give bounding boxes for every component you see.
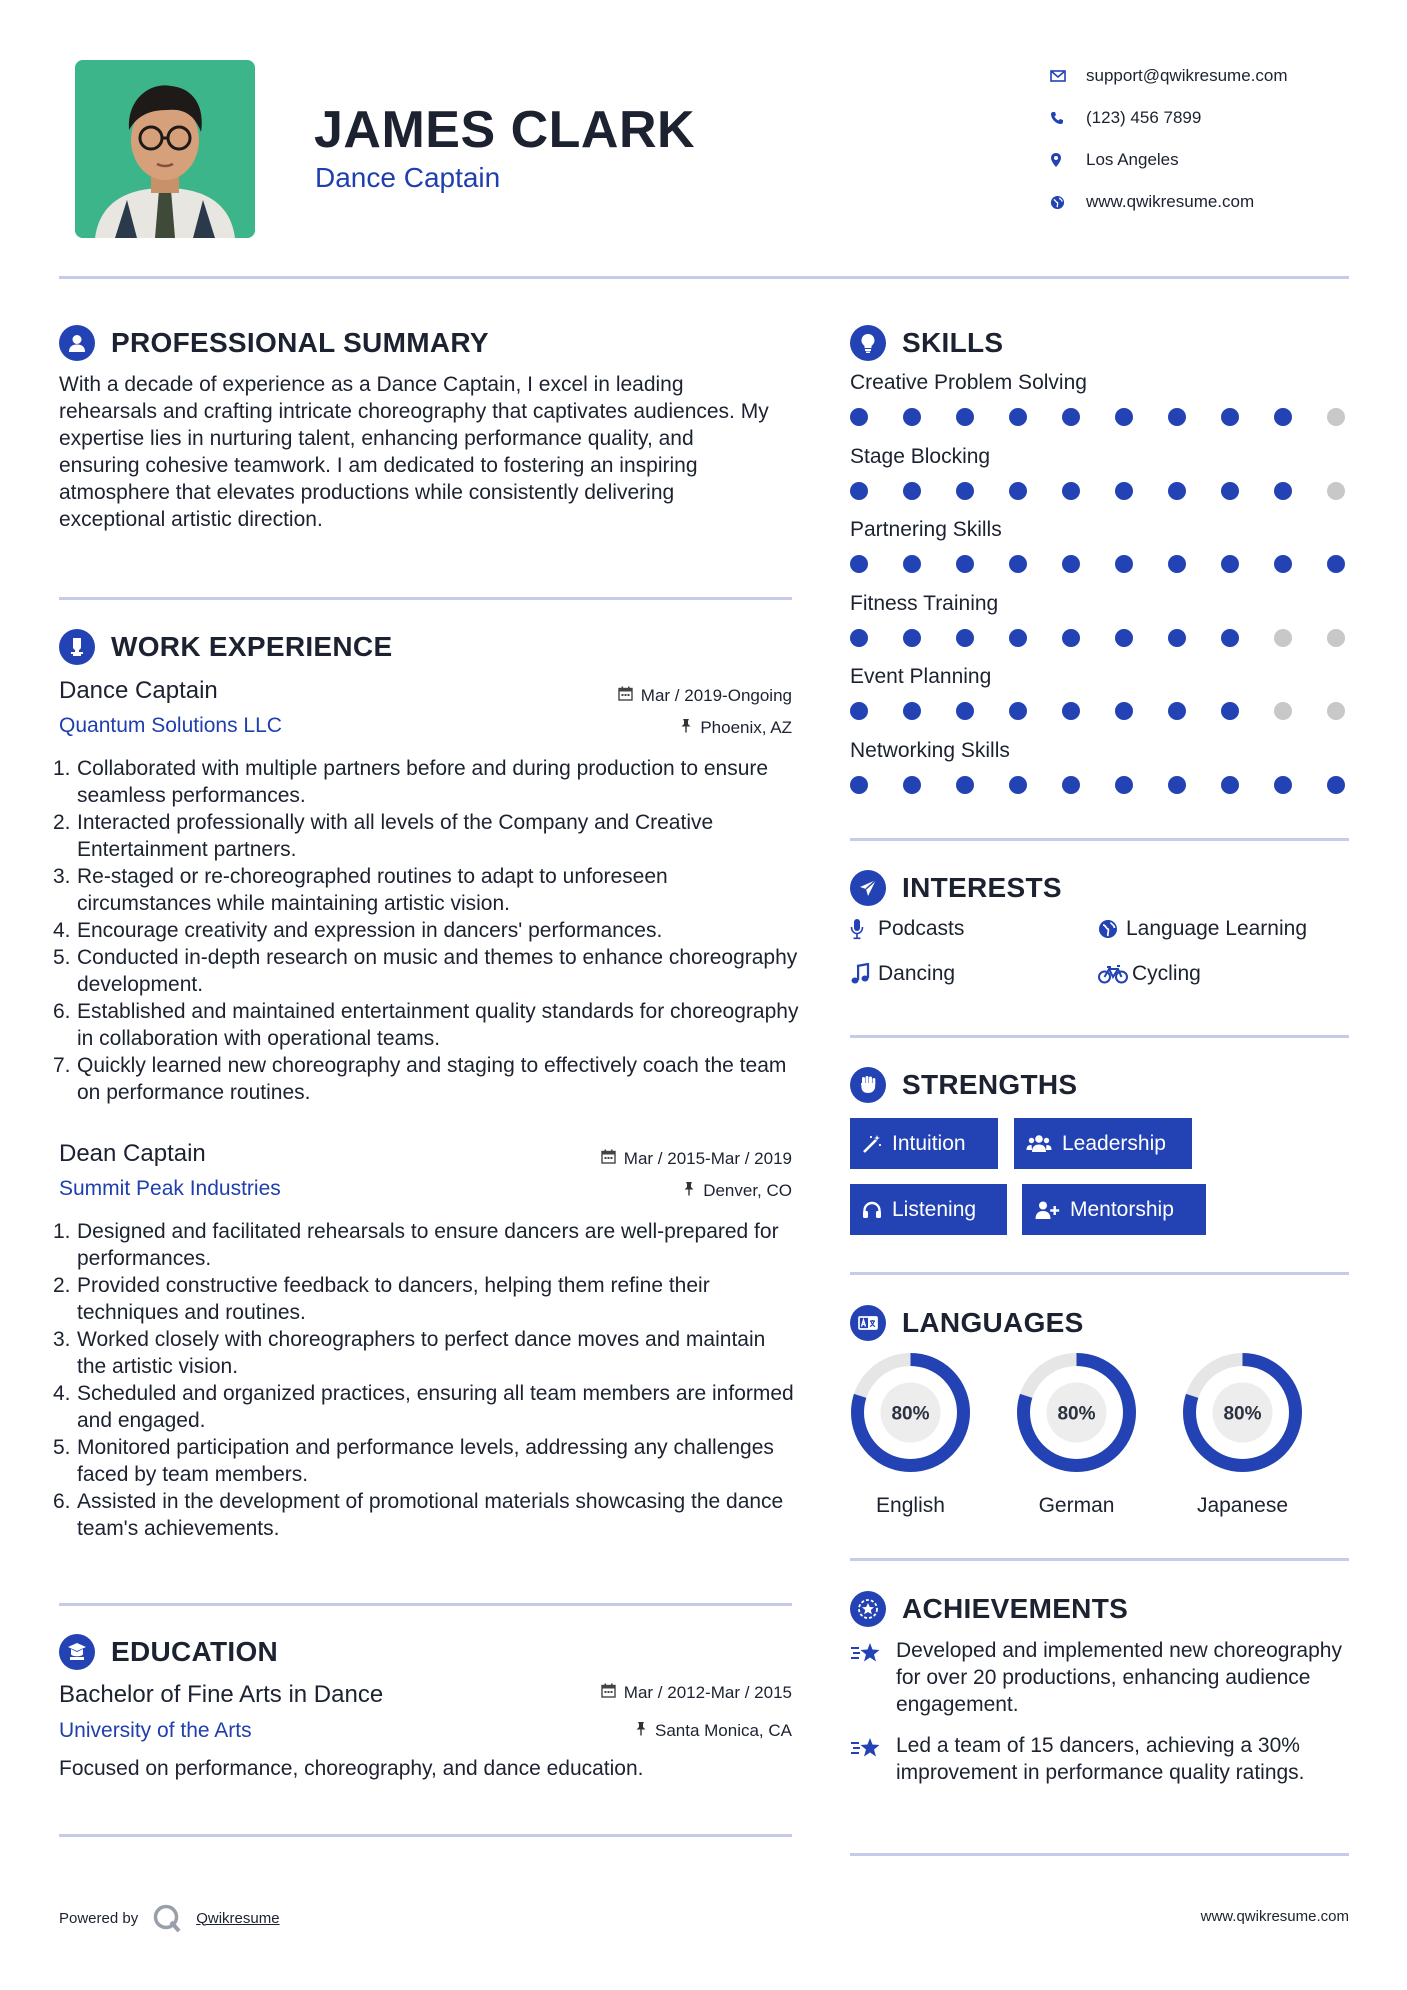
rating-dot-filled bbox=[1168, 482, 1186, 500]
strength-chip-intuition bbox=[850, 1118, 998, 1169]
rating-dot-filled bbox=[903, 629, 921, 647]
interest-item bbox=[850, 962, 955, 986]
rating-dot-filled bbox=[1062, 629, 1080, 647]
rating-dot-filled bbox=[1009, 555, 1027, 573]
rating-dot-filled bbox=[956, 776, 974, 794]
rating-dot-filled bbox=[850, 555, 868, 573]
footer-powered bbox=[59, 1903, 280, 1933]
rating-dot-filled bbox=[1274, 482, 1292, 500]
graduation-icon bbox=[59, 1634, 95, 1670]
powered-by-text: Powered by bbox=[59, 1909, 139, 1927]
map-pin-icon bbox=[1050, 152, 1086, 168]
rating-dot-filled bbox=[1115, 555, 1133, 573]
achievements-divider bbox=[850, 1853, 1349, 1856]
shooting-star-icon bbox=[850, 1637, 896, 1718]
job-2-duties bbox=[53, 1218, 799, 1542]
summary-text: With a decade of experience as a Dance Captain, I excel in leading rehearsals and crafting intricate choreography that captivates audiences. My expertise lies in nurturing talent, enhancing performance quality, and ensuring cohesive teamwork. I am dedicated to fostering an inspiring atmosphere that elevates productions while consistently delivering exceptional artistic direction. bbox=[59, 373, 769, 531]
list-item: 1. Designed and facilitated rehearsals to ensure dancers are well-prepared for performances. bbox=[53, 1220, 779, 1270]
contact-website-text: www.qwikresume.com bbox=[1086, 192, 1255, 211]
magic-wand-icon bbox=[862, 1134, 882, 1154]
rating-dot-empty bbox=[1327, 482, 1345, 500]
education-location bbox=[500, 1721, 792, 1741]
education-dates-text: Mar / 2012-Mar / 2015 bbox=[623, 1683, 792, 1702]
rating-dot-filled bbox=[956, 408, 974, 426]
rating-dot-empty bbox=[1327, 408, 1345, 426]
list-item: 7. Quickly learned new choreography and staging to effectively coach the team on performance routines. bbox=[53, 1054, 787, 1104]
rating-dot-filled bbox=[850, 482, 868, 500]
user-plus-icon bbox=[1034, 1200, 1060, 1220]
languages-heading bbox=[850, 1305, 1084, 1341]
language-item bbox=[848, 1350, 973, 1518]
globe-icon bbox=[1050, 195, 1086, 210]
language-name: Japanese bbox=[1196, 1494, 1289, 1517]
summary-heading bbox=[59, 325, 489, 361]
microphone-icon bbox=[850, 918, 878, 940]
skills-heading-text: SKILLS bbox=[902, 327, 1004, 358]
language-ring bbox=[1014, 1350, 1139, 1475]
list-item: 5. Monitored participation and performance levels, addressing any challenges faced by team members. bbox=[53, 1436, 774, 1486]
rating-dot-empty bbox=[1274, 629, 1292, 647]
education-degree: Bachelor of Fine Arts in Dance bbox=[59, 1681, 384, 1708]
summary-heading-text: PROFESSIONAL SUMMARY bbox=[111, 327, 489, 358]
strength-chip-mentorship bbox=[1022, 1184, 1206, 1235]
job-2-title: Dean Captain bbox=[59, 1140, 206, 1167]
rating-dot-filled bbox=[1221, 702, 1239, 720]
pushpin-icon bbox=[683, 1181, 695, 1201]
job-1-dates bbox=[500, 686, 792, 706]
job-1-title: Dance Captain bbox=[59, 677, 218, 704]
pushpin-icon bbox=[635, 1721, 647, 1741]
bicycle-icon bbox=[1098, 964, 1132, 984]
rating-dot-filled bbox=[1274, 408, 1292, 426]
skill-name: Networking Skills bbox=[850, 739, 1010, 762]
headphones-icon bbox=[862, 1201, 882, 1219]
interest-label: Dancing bbox=[878, 962, 956, 985]
education-heading bbox=[59, 1634, 278, 1670]
languages-heading-text: LANGUAGES bbox=[902, 1307, 1084, 1338]
language-percent: 80% bbox=[1057, 1403, 1096, 1425]
rating-dot-filled bbox=[1168, 408, 1186, 426]
rating-dot-empty bbox=[1327, 702, 1345, 720]
rating-dot-filled bbox=[1327, 555, 1345, 573]
strength-label: Mentorship bbox=[1070, 1197, 1174, 1221]
education-dates bbox=[500, 1683, 792, 1703]
list-item: 2. Interacted professionally with all levels of the Company and Creative Entertainment partners. bbox=[53, 811, 714, 861]
rating-dot-filled bbox=[956, 629, 974, 647]
rating-dot-filled bbox=[1009, 776, 1027, 794]
rating-dot-filled bbox=[1221, 555, 1239, 573]
interest-item bbox=[850, 917, 964, 941]
music-note-icon bbox=[850, 963, 878, 985]
rating-dot-filled bbox=[1221, 482, 1239, 500]
contact-location bbox=[1050, 139, 1370, 181]
interest-item bbox=[1098, 917, 1307, 941]
users-icon bbox=[1026, 1134, 1052, 1154]
strengths-heading-text: STRENGTHS bbox=[902, 1069, 1078, 1100]
achievements-heading bbox=[850, 1591, 1128, 1627]
rating-dot-filled bbox=[1115, 408, 1133, 426]
contact-location-text: Los Angeles bbox=[1086, 150, 1179, 169]
rating-dot-filled bbox=[1274, 776, 1292, 794]
list-item: 4. Scheduled and organized practices, ensuring all team members are informed and engaged. bbox=[53, 1382, 794, 1432]
rating-dot-filled bbox=[1009, 482, 1027, 500]
job-1-company: Quantum Solutions LLC bbox=[59, 714, 282, 737]
language-percent: 80% bbox=[1223, 1403, 1262, 1425]
education-divider bbox=[59, 1834, 792, 1837]
candidate-role: Dance Captain bbox=[315, 162, 501, 193]
rating-dot-filled bbox=[956, 555, 974, 573]
star-badge-icon bbox=[850, 1591, 886, 1627]
interest-label: Language Learning bbox=[1126, 917, 1308, 940]
education-description: Focused on performance, choreography, and dance education. bbox=[59, 1757, 644, 1780]
rating-dot-filled bbox=[850, 702, 868, 720]
language-item bbox=[1014, 1350, 1139, 1518]
rating-dot-filled bbox=[850, 629, 868, 647]
language-ring bbox=[1180, 1350, 1305, 1475]
achievement-item bbox=[850, 1637, 1350, 1718]
profile-photo bbox=[75, 60, 255, 238]
qwikresume-logo-icon bbox=[152, 1903, 182, 1933]
rating-dot-filled bbox=[1009, 408, 1027, 426]
rating-dot-filled bbox=[903, 555, 921, 573]
footer-website[interactable]: www.qwikresume.com bbox=[1200, 1908, 1349, 1925]
interest-label: Podcasts bbox=[878, 917, 965, 940]
strength-label: Listening bbox=[892, 1197, 977, 1221]
language-percent: 80% bbox=[891, 1403, 930, 1425]
interest-item bbox=[1098, 962, 1201, 986]
languages-divider bbox=[850, 1558, 1349, 1561]
strength-chip-listening bbox=[850, 1184, 1007, 1235]
language-name: German bbox=[1038, 1494, 1115, 1517]
job-2-dates-text: Mar / 2015-Mar / 2019 bbox=[623, 1149, 792, 1168]
achievement-item bbox=[850, 1732, 1350, 1786]
interests-heading-text: INTERESTS bbox=[902, 872, 1062, 903]
achievement-text: Developed and implemented new choreography for over 20 productions, enhancing audience engagement. bbox=[896, 1639, 1342, 1716]
rating-dot-filled bbox=[1115, 482, 1133, 500]
rating-dot-filled bbox=[1327, 776, 1345, 794]
rating-dot-filled bbox=[1009, 702, 1027, 720]
skill-name: Event Planning bbox=[850, 665, 992, 688]
job-2-company: Summit Peak Industries bbox=[59, 1177, 281, 1200]
achievement-text: Led a team of 15 dancers, achieving a 30% improvement in performance quality ratings. bbox=[896, 1734, 1305, 1784]
rating-dot-filled bbox=[956, 482, 974, 500]
list-item: 2. Provided constructive feedback to dancers, helping them refine their techniques and routines. bbox=[53, 1274, 710, 1324]
globe-icon bbox=[1098, 919, 1126, 939]
skills-divider bbox=[850, 838, 1349, 841]
strength-chip-leadership bbox=[1014, 1118, 1192, 1169]
contact-phone[interactable] bbox=[1050, 97, 1370, 139]
skill-name: Stage Blocking bbox=[850, 445, 991, 468]
contact-list bbox=[1050, 55, 1370, 223]
portrait-image bbox=[75, 60, 255, 238]
job-2-dates bbox=[500, 1149, 792, 1169]
brand-link[interactable]: Qwikresume bbox=[196, 1909, 280, 1927]
rating-dot-filled bbox=[903, 702, 921, 720]
education-location-text: Santa Monica, CA bbox=[654, 1721, 792, 1740]
calendar-icon bbox=[618, 686, 633, 706]
skills-heading bbox=[850, 325, 1003, 361]
list-item: 3. Re-staged or re-choreographed routines to adapt to unforeseen circumstances while maintaining artistic vision. bbox=[53, 865, 668, 915]
rating-dot-filled bbox=[1062, 776, 1080, 794]
job-1-location-text: Phoenix, AZ bbox=[700, 718, 792, 737]
rating-dot-filled bbox=[1062, 702, 1080, 720]
envelope-icon bbox=[1050, 70, 1086, 82]
skill-name: Fitness Training bbox=[850, 592, 999, 615]
contact-phone-text: (123) 456 7899 bbox=[1086, 108, 1202, 127]
experience-heading-text: WORK EXPERIENCE bbox=[111, 631, 393, 662]
list-item: 3. Worked closely with choreographers to perfect dance moves and maintain the artistic vision. bbox=[53, 1328, 766, 1378]
education-heading-text: EDUCATION bbox=[111, 1636, 279, 1667]
achievements-heading-text: ACHIEVEMENTS bbox=[902, 1593, 1129, 1624]
rating-dot-filled bbox=[850, 408, 868, 426]
fist-icon bbox=[850, 1067, 886, 1103]
experience-heading bbox=[59, 629, 392, 665]
calendar-icon bbox=[601, 1683, 616, 1703]
list-item: 4. Encourage creativity and expression in dancers' performances. bbox=[53, 919, 663, 942]
rating-dot-filled bbox=[1168, 776, 1186, 794]
rating-dot-filled bbox=[1115, 776, 1133, 794]
rating-dot-filled bbox=[903, 482, 921, 500]
lightbulb-icon bbox=[850, 325, 886, 361]
skill-name: Partnering Skills bbox=[850, 518, 1002, 541]
rating-dot-filled bbox=[1168, 629, 1186, 647]
candidate-name: JAMES CLARK bbox=[314, 101, 696, 159]
rating-dot-filled bbox=[1062, 555, 1080, 573]
strength-label: Leadership bbox=[1062, 1131, 1166, 1155]
skill-name: Creative Problem Solving bbox=[850, 371, 1087, 394]
interests-heading bbox=[850, 870, 1062, 906]
rating-dot-empty bbox=[1274, 702, 1292, 720]
interests-divider bbox=[850, 1035, 1349, 1038]
rating-dot-filled bbox=[1009, 629, 1027, 647]
rating-dot-filled bbox=[956, 702, 974, 720]
calendar-icon bbox=[601, 1149, 616, 1169]
experience-divider bbox=[59, 1603, 792, 1606]
job-2-location bbox=[500, 1181, 792, 1201]
rating-dot-filled bbox=[1115, 629, 1133, 647]
rating-dot-filled bbox=[1221, 408, 1239, 426]
language-ring bbox=[848, 1350, 973, 1475]
rating-dot-filled bbox=[1274, 555, 1292, 573]
language-icon bbox=[850, 1305, 886, 1341]
job-1-location bbox=[500, 718, 792, 738]
strengths-heading bbox=[850, 1067, 1077, 1103]
shooting-star-icon bbox=[850, 1732, 896, 1786]
rating-dot-filled bbox=[850, 776, 868, 794]
language-name: English bbox=[876, 1494, 945, 1517]
list-item: 5. Conducted in-depth research on music and themes to enhance choreography development. bbox=[53, 946, 798, 996]
rating-dot-empty bbox=[1327, 629, 1345, 647]
rating-dot-filled bbox=[1115, 702, 1133, 720]
header-divider bbox=[59, 276, 1349, 279]
job-1-dates-text: Mar / 2019-Ongoing bbox=[640, 686, 792, 705]
contact-email-text: support@qwikresume.com bbox=[1086, 66, 1288, 85]
education-school: University of the Arts bbox=[59, 1719, 252, 1742]
pushpin-icon bbox=[680, 718, 692, 738]
strength-label: Intuition bbox=[892, 1131, 966, 1155]
rating-dot-filled bbox=[1221, 776, 1239, 794]
briefcase-icon bbox=[59, 629, 95, 665]
job-1-duties bbox=[53, 755, 799, 1106]
contact-email[interactable] bbox=[1050, 55, 1370, 97]
list-item: 1. Collaborated with multiple partners before and during production to ensure seamless performances. bbox=[53, 757, 769, 807]
rating-dot-filled bbox=[903, 408, 921, 426]
language-item bbox=[1180, 1350, 1305, 1518]
rating-dot-filled bbox=[1221, 629, 1239, 647]
list-item: 6. Assisted in the development of promotional materials showcasing the dance team's achievements. bbox=[53, 1490, 784, 1540]
contact-website[interactable] bbox=[1050, 181, 1370, 223]
summary-divider bbox=[59, 597, 792, 600]
phone-icon bbox=[1050, 111, 1086, 125]
rating-dot-filled bbox=[1168, 555, 1186, 573]
strengths-divider bbox=[850, 1272, 1349, 1275]
user-icon bbox=[59, 325, 95, 361]
rating-dot-filled bbox=[1062, 482, 1080, 500]
rating-dot-filled bbox=[903, 776, 921, 794]
interest-label: Cycling bbox=[1132, 962, 1201, 985]
job-2-location-text: Denver, CO bbox=[703, 1181, 792, 1200]
paper-plane-icon bbox=[850, 870, 886, 906]
rating-dot-filled bbox=[1168, 702, 1186, 720]
list-item: 6. Established and maintained entertainment quality standards for choreography in collaboration with operational teams. bbox=[53, 1000, 799, 1050]
rating-dot-filled bbox=[1062, 408, 1080, 426]
